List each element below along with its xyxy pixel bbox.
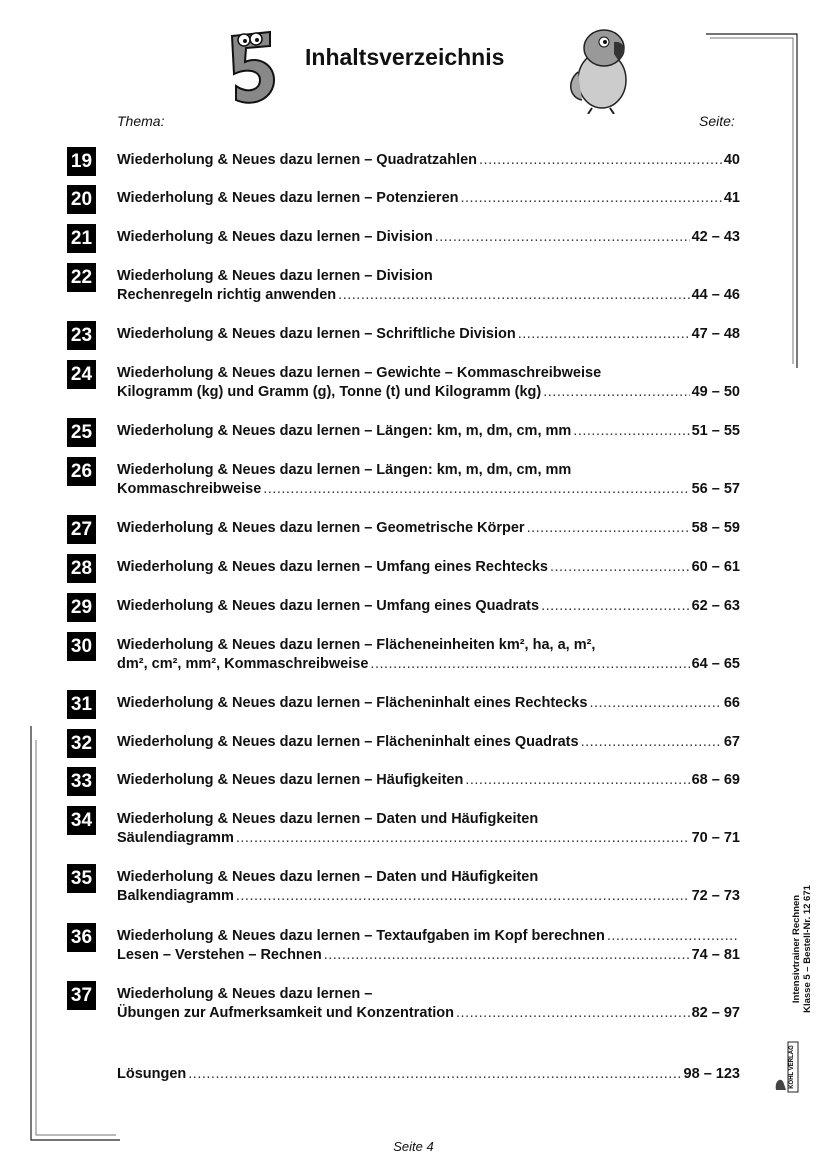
publisher-logo-icon (772, 1040, 812, 1094)
chapter-number-badge: 33 (67, 767, 96, 796)
leader-dots (188, 1066, 681, 1082)
toc-page: 74 – 81 (691, 947, 740, 963)
leader-dots (461, 190, 722, 206)
toc-page: 82 – 97 (691, 1005, 740, 1021)
toc-title: Wiederholung & Neues dazu lernen – Längen: km, m, dm, cm, mm (117, 462, 572, 478)
leader-dots (518, 326, 690, 342)
toc-line (117, 928, 740, 948)
leader-dots (479, 152, 722, 168)
toc-page: 42 – 43 (691, 229, 740, 245)
leader-dots (589, 695, 721, 711)
number-five-mascot-icon (222, 28, 278, 108)
toc-page: 62 – 63 (691, 598, 740, 614)
toc-line (117, 152, 740, 172)
toc-page: 72 – 73 (691, 888, 740, 904)
toc-page: 98 – 123 (683, 1066, 740, 1082)
toc-title: Rechenregeln richtig anwenden (117, 287, 337, 303)
toc-line (117, 287, 740, 307)
chapter-number-badge: 22 (67, 263, 96, 292)
toc-title: Wiederholung & Neues dazu lernen – Flächeninhalt eines Quadrats (117, 734, 579, 750)
leader-dots (581, 734, 722, 750)
chapter-number-badge: 28 (67, 554, 96, 583)
toc-title: Wiederholung & Neues dazu lernen – Gewichte – Kommaschreibweise (117, 365, 602, 381)
leader-dots (435, 229, 690, 245)
chapter-number-badge: 27 (67, 515, 96, 544)
chapter-number-badge: 20 (67, 185, 96, 214)
toc-line (117, 734, 740, 754)
leader-dots (465, 772, 689, 788)
toc-page: 44 – 46 (691, 287, 740, 303)
leader-dots (456, 1005, 690, 1021)
toc-page: 41 (723, 190, 740, 206)
toc-line (117, 384, 740, 404)
toc-line (117, 190, 740, 210)
parrot-icon (562, 22, 640, 114)
toc-title: Kommaschreibweise (117, 481, 262, 497)
chapter-number-badge: 32 (67, 729, 96, 758)
page-title: Inhaltsverzeichnis (305, 44, 505, 70)
chapter-number-badge: 23 (67, 321, 96, 350)
sidebar-line-2: Klasse 5 – Bestell-Nr. 12 671 (802, 885, 813, 1013)
toc-page: 60 – 61 (691, 559, 740, 575)
toc-line (117, 520, 740, 540)
leader-dots (370, 656, 689, 672)
leader-dots (573, 423, 689, 439)
toc-page: 67 (723, 734, 740, 750)
toc-line (117, 830, 740, 850)
chapter-number-badge: 26 (67, 457, 96, 486)
sidebar-text (791, 869, 813, 1029)
chapter-number-badge: 35 (67, 864, 96, 893)
leader-dots (236, 888, 690, 904)
toc-title: Übungen zur Aufmerksamkeit und Konzentration (117, 1005, 455, 1021)
chapter-number-badge: 30 (67, 632, 96, 661)
leader-dots (550, 559, 690, 575)
leader-dots (541, 598, 690, 614)
leader-dots (527, 520, 690, 536)
toc-title: Lesen – Verstehen – Rechnen (117, 947, 322, 963)
chapter-number-badge: 29 (67, 593, 96, 622)
toc-page: 49 – 50 (691, 384, 740, 400)
chapter-number-badge: 36 (67, 923, 96, 952)
toc-title: Lösungen (117, 1066, 187, 1082)
sidebar-line-1: Intensivtrainer Rechnen (791, 894, 802, 1004)
column-header-page: Seite: (699, 113, 735, 129)
chapter-number-badge: 31 (67, 690, 96, 719)
toc-line (117, 947, 740, 967)
toc-title: Säulendiagramm (117, 830, 234, 846)
toc-title: Wiederholung & Neues dazu lernen – Geometrische Körper (117, 520, 525, 536)
toc-line (117, 268, 740, 288)
toc-line (117, 229, 740, 249)
publisher-sidebar (784, 872, 814, 1032)
toc-title: Wiederholung & Neues dazu lernen – Flächeneinheiten km², ha, a, m², (117, 637, 596, 653)
toc-title: Kilogramm (kg) und Gramm (g), Tonne (t) und Kilogramm (kg) (117, 384, 542, 400)
column-header-theme: Thema: (117, 113, 165, 129)
toc-title: Wiederholung & Neues dazu lernen – Längen: km, m, dm, cm, mm (117, 423, 572, 439)
toc-title: Wiederholung & Neues dazu lernen – (117, 986, 373, 1002)
toc-title: Wiederholung & Neues dazu lernen – Schriftliche Division (117, 326, 516, 342)
toc-title: Wiederholung & Neues dazu lernen – Division (117, 229, 433, 245)
toc-line (117, 772, 740, 792)
chapter-number-badge: 19 (67, 147, 96, 176)
page-footer: Seite 4 (393, 1139, 434, 1154)
toc-line (117, 986, 740, 1006)
toc-page: 51 – 55 (691, 423, 740, 439)
toc-line (117, 365, 740, 385)
chapter-number-badge: 37 (67, 981, 96, 1010)
leader-dots (236, 830, 690, 846)
toc-page: 56 – 57 (691, 481, 740, 497)
toc-title: dm², cm², mm², Kommaschreibweise (117, 656, 369, 672)
leader-dots (607, 928, 738, 944)
toc-title: Wiederholung & Neues dazu lernen – Potenzieren (117, 190, 459, 206)
toc-line (117, 1066, 740, 1086)
toc-line (117, 695, 740, 715)
toc-title: Balkendiagramm (117, 888, 234, 904)
toc-title: Wiederholung & Neues dazu lernen – Daten und Häufigkeiten (117, 869, 539, 885)
toc-line (117, 888, 740, 908)
toc-line (117, 811, 740, 831)
toc-title: Wiederholung & Neues dazu lernen – Quadratzahlen (117, 152, 478, 168)
chapter-number-badge: 25 (67, 418, 96, 447)
toc-title: Wiederholung & Neues dazu lernen – Häufigkeiten (117, 772, 464, 788)
toc-line (117, 1005, 740, 1025)
toc-line (117, 326, 740, 346)
toc-page: 64 – 65 (691, 656, 740, 672)
toc-line (117, 423, 740, 443)
chapter-number-badge: 34 (67, 806, 96, 835)
toc-page: 66 (723, 695, 740, 711)
toc-line (117, 559, 740, 579)
toc-line (117, 598, 740, 618)
toc-title: Wiederholung & Neues dazu lernen – Textaufgaben im Kopf berechnen (117, 928, 605, 944)
leader-dots (543, 384, 689, 400)
toc-page: 58 – 59 (691, 520, 740, 536)
toc-line (117, 656, 740, 676)
toc-line (117, 481, 740, 501)
toc-title: Wiederholung & Neues dazu lernen – Daten und Häufigkeiten (117, 811, 539, 827)
leader-dots (263, 481, 689, 497)
logo-text: KOHL VERLAG (789, 1045, 795, 1089)
toc-page: 40 (723, 152, 740, 168)
toc-line (117, 869, 740, 889)
toc-page: 70 – 71 (691, 830, 740, 846)
toc-title: Wiederholung & Neues dazu lernen – Division (117, 268, 433, 284)
toc-line (117, 462, 740, 482)
toc-title: Wiederholung & Neues dazu lernen – Umfang eines Quadrats (117, 598, 540, 614)
chapter-number-badge: 24 (67, 360, 96, 389)
toc-title: Wiederholung & Neues dazu lernen – Umfang eines Rechtecks (117, 559, 548, 575)
toc-page: 68 – 69 (691, 772, 740, 788)
toc-line (117, 637, 740, 657)
chapter-number-badge: 21 (67, 224, 96, 253)
leader-dots (338, 287, 689, 303)
leader-dots (324, 947, 690, 963)
toc-title: Wiederholung & Neues dazu lernen – Flächeninhalt eines Rechtecks (117, 695, 588, 711)
toc-page: 47 – 48 (691, 326, 740, 342)
